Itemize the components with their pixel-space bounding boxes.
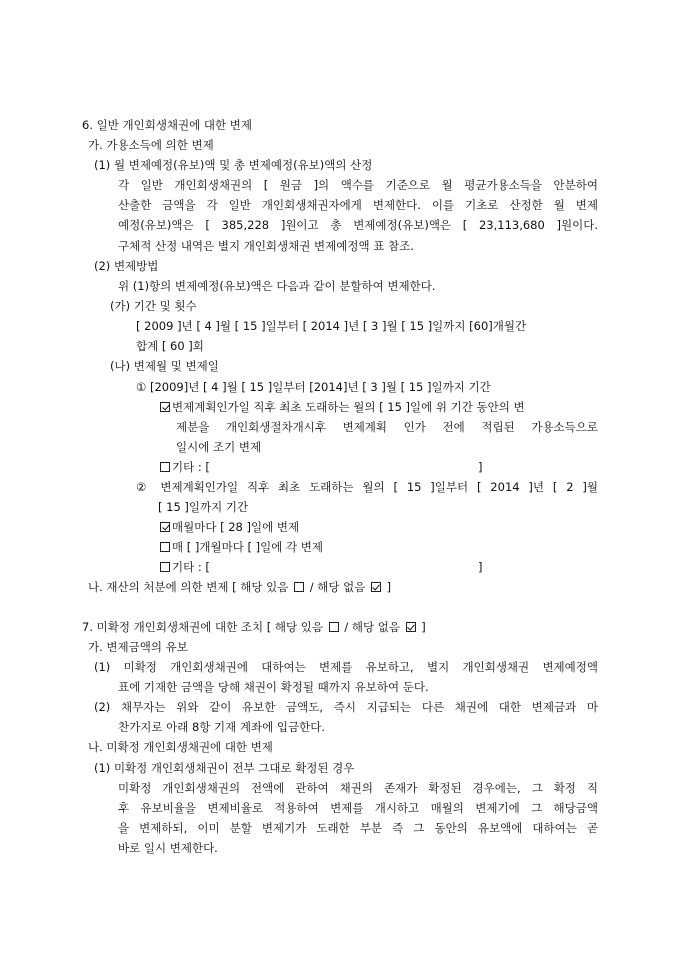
section-7-title-row: [82, 619, 426, 635]
checkbox-s7-no[interactable]: [406, 622, 416, 632]
s6-option2-c-end: ]: [478, 560, 483, 574]
s6-option1-b-row: [158, 459, 210, 475]
s6-option1-b-label: 기타 : [: [172, 460, 210, 474]
s7-p2-line1: (2) 채무자는 위와 같이 유보한 금액도, 즉시 지급되는 다른 채권에 대한 변제금과 마: [94, 700, 598, 714]
section-6-title: 6. 일반 개인회생채권에 대한 변제: [82, 118, 253, 132]
s7-n1-line4: 바로 일시 변제한다.: [118, 841, 218, 855]
s6-ga2-line1: [ 2009 ]년 [ 4 ]월 [ 15 ]일부터 [ 2014 ]년 [ 3 ]월 [ 15 ]일까지 [60]개월간: [136, 319, 527, 333]
s6-na-end: ]: [386, 580, 392, 594]
checkbox-o2-b[interactable]: [160, 542, 170, 552]
s6-na-mid: / 해당 없음: [309, 580, 366, 594]
s6-option1-a-line2: 제분을 개인회생절차개시후 변제계획 인가 전에 적립된 가용소득으로: [176, 420, 598, 434]
s6-option1-b-end: ]: [478, 460, 483, 474]
checkbox-s6-na-no[interactable]: [371, 582, 381, 592]
s6-option2-a-label: 매월마다 [ 28 ]일에 변제: [172, 520, 300, 534]
s6-option2-b-label: 매 [ ]개월마다 [ ]일에 각 변제: [172, 540, 323, 554]
checkbox-o2-c[interactable]: [160, 562, 170, 572]
checkbox-s6-na-yes[interactable]: [294, 582, 304, 592]
s6-p2-heading: (2) 변제방법: [94, 259, 159, 273]
s6-na-row: [88, 579, 391, 595]
s6-option2-line2: [ 15 ]일까지 기간: [158, 500, 249, 514]
s7-n1-line3: 을 변제하되, 이미 분할 변제기가 도래한 부분 즉 그 동안의 유보액에 대하여는 곧: [118, 821, 598, 835]
s6-option2-c-label: 기타 : [: [172, 560, 210, 574]
s7-p1-line2: 표에 기재한 금액을 당해 채권이 확정될 때까지 유보하여 둔다.: [118, 680, 429, 694]
s6-p1-heading: (1) 월 변제예정(유보)액 및 총 변제예정(유보)액의 산정: [94, 158, 373, 172]
s6-option1-a-line3: 일시에 조기 변제: [176, 440, 262, 454]
s6-p1-line3: 예정(유보)액은 [ 385,228 ]원이고 총 변제예정(유보)액은 [ 23,113,680 ]원이다.: [118, 218, 598, 232]
s6-ga2-heading: (가) 기간 및 횟수: [110, 299, 197, 313]
s6-na2-heading: (나) 변제월 및 변제일: [110, 359, 219, 373]
s6-option2-a-row: [158, 519, 299, 535]
section-7-title-mid: / 해당 없음: [344, 620, 400, 634]
s6-option1-a-line1: 변제계획인가일 직후 최초 도래하는 월의 [ 15 ]일에 위 기간 동안의 변: [172, 400, 525, 414]
checkbox-s7-yes[interactable]: [329, 622, 339, 632]
s7-n1-line1: 미확정 개인회생채권의 전액에 관하여 채권의 존재가 확정된 경우에는, 그 확정 직: [118, 781, 598, 795]
section-6-ga-heading: 가. 가용소득에 의한 변제: [88, 138, 214, 152]
checkbox-o2-a[interactable]: [160, 522, 170, 532]
section-7-title-end: ]: [421, 620, 426, 634]
checkbox-o1-b[interactable]: [160, 462, 170, 472]
s6-option2-c-row: [158, 559, 210, 575]
s7-n1-line2: 후 유보비율을 변제비율로 적용하여 변제를 개시하고 매월의 변제기에 그 해당금액: [118, 801, 598, 815]
s7-na-heading: 나. 미확정 개인회생채권에 대한 변제: [88, 740, 273, 754]
s7-ga-heading: 가. 변제금액의 유보: [88, 640, 188, 654]
s7-p2-line2: 찬가지로 아래 8항 기재 계좌에 입금한다.: [118, 720, 325, 734]
s7-n1-heading: (1) 미확정 개인회생채권이 전부 그대로 확정된 경우: [94, 761, 355, 775]
s6-p1-line1: 각 일반 개인회생채권의 [ 원금 ]의 액수를 기준으로 월 평균가용소득을 안분하여: [118, 178, 598, 192]
s6-p2-line1: 위 (1)항의 변제예정(유보)액은 다음과 같이 분할하여 변제한다.: [118, 279, 436, 293]
s7-p1-line1: (1) 미확정 개인회생채권에 대하여는 변제를 유보하고, 별지 개인회생채권 변제예정액: [94, 660, 598, 674]
section-7-title: 7. 미확정 개인회생채권에 대한 조치 [ 해당 있음: [82, 620, 324, 634]
s6-option1-a-row: [158, 399, 525, 415]
s6-na-label: 나. 재산의 처분에 의한 변제 [ 해당 있음: [88, 580, 289, 594]
s6-option2-period: ② 변제계획인가일 직후 최초 도래하는 월의 [ 15 ]일부터 [ 2014 ]년 [ 2 ]월: [136, 480, 598, 494]
s6-option2-b-row: [158, 539, 323, 555]
s6-p1-line2: 산출한 금액을 각 일반 개인회생채권자에게 변제한다. 이를 기초로 산정한 월 변제: [118, 198, 598, 212]
s6-p1-line4: 구체적 산정 내역은 별지 개인회생채권 변제예정액 표 참조.: [118, 239, 414, 253]
s6-ga2-line2: 합계 [ 60 ]회: [136, 339, 204, 353]
checkbox-o1-a[interactable]: [160, 402, 170, 412]
s6-option1-period: ① [2009]년 [ 4 ]월 [ 15 ]일부터 [2014]년 [ 3 ]월 [ 15 ]일까지 기간: [136, 380, 491, 394]
